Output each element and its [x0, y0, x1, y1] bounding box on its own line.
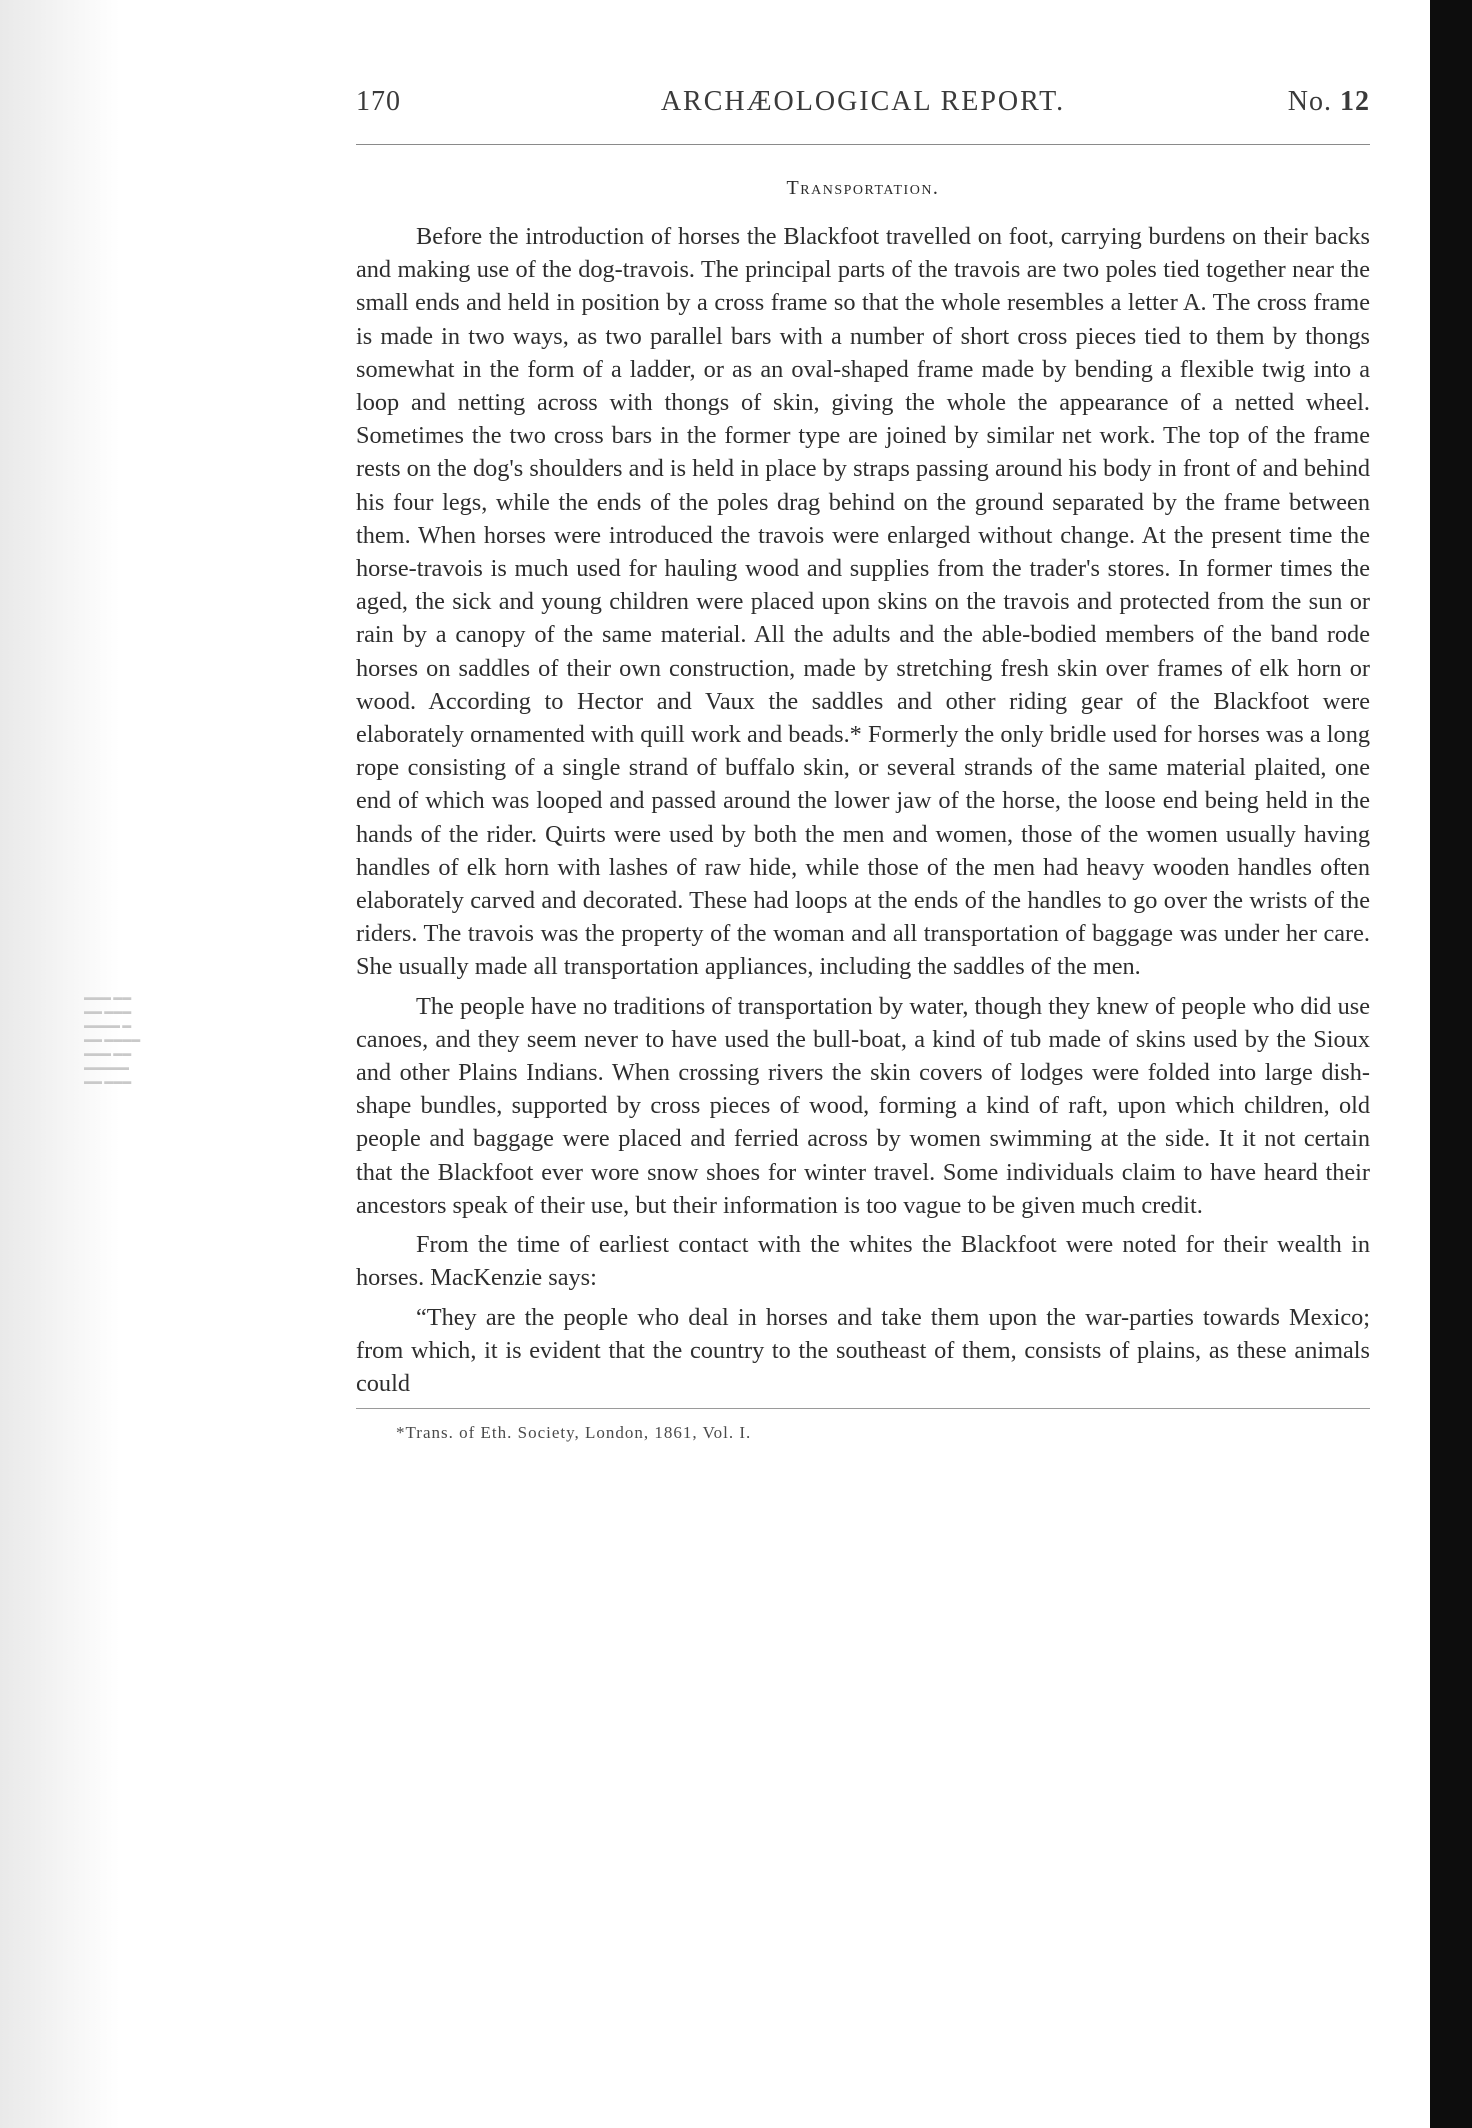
- running-title: ARCHÆOLOGICAL REPORT.: [660, 86, 1066, 117]
- document-page: [356, 78, 1370, 1443]
- report-number-value: 12: [1340, 86, 1370, 117]
- header-rule: [356, 144, 1370, 145]
- report-number: [1288, 86, 1370, 118]
- paragraph: Before the introduction of horses the Blackfoot travelled on foot, carrying burdens on their backs and making use of the dog-travois. The principal parts of the travois are two poles tied together near the small ends and held in position by a cross frame so that the whole resembles a letter A. The cross frame is made in two ways, as two parallel bars with a number of short cross pieces tied to them by thongs somewhat in the form of a ladder, or as an oval-shaped frame made by bending a flexible twig into a loop and netting across with thongs of skin, giving the whole the appearance of a netted wheel. Sometimes the two cross bars in the former type are joined by similar net work. The top of the frame rests on the dog's shoulders and is held in place by straps passing around his body in front of and behind his four legs, while the ends of the poles drag behind on the ground separated by the frame between them. When horses were introduced the travois were enlarged without change. At the present time the horse-travois is much used for hauling wood and supplies from the trader's stores. In former times the aged, the sick and young children were placed upon skins on the travois and protected from the sun or rain by a canopy of the same material. All the adults and the able-bodied members of the band rode horses on saddles of their own construction, made by stretching fresh skin over frames of elk horn or wood. According to Hector and Vaux the saddles and other riding gear of the Blackfoot were elaborately ornamented with quill work and beads.* Formerly the only bridle used for horses was a long rope consisting of a single strand of buffalo skin, or several strands of the same material plaited, one end of which was looped and passed around the lower jaw of the horse, the loose end being held in the hands of the rider. Quirts were used by both the men and women, those of the women usually having handles of elk horn with lashes of raw hide, while those of the men had heavy wooden handles often elaborately carved and decorated. These had loops at the ends of the handles to go over the wrists of the riders. The travois was the property of the woman and all transportation of baggage was under her care. She usually made all transportation appliances, including the saddles of the men.: [356, 223, 1370, 981]
- paragraph: From the time of earliest contact with the whites the Blackfoot were noted for their wealth in horses. MacKenzie says:: [356, 1231, 1370, 1292]
- bleed-through-text: ▬▬▬ ▬▬ ▬▬ ▬▬▬ ▬▬▬▬ ▬ ▬▬ ▬▬▬▬ ▬▬▬ ▬▬ ▬▬▬▬▬ ▬▬ ▬▬▬: [84, 992, 141, 1086]
- running-header: [356, 78, 1370, 130]
- scan-border: [1430, 0, 1472, 2128]
- section-title: Transportation.: [786, 177, 940, 199]
- page-number: 170: [356, 86, 401, 117]
- report-number-prefix: No.: [1287, 86, 1340, 117]
- body-text: [356, 220, 1370, 1400]
- footnote: *Trans. of Eth. Society, London, 1861, Vol. I.: [396, 1423, 752, 1443]
- paragraph: The people have no traditions of transportation by water, though they knew of people who did use canoes, and they seem never to have used the bull-boat, a kind of tub made of skins used by the Sioux and other Plains Indians. When crossing rivers the skin covers of lodges were folded into large dish-shape bundles, supported by cross pieces of wood, forming a kind of raft, upon which children, old people and baggage were placed and ferried across by women swimming at the side. It it not certain that the Blackfoot ever wore snow shoes for winter travel. Some individuals claim to have heard their ancestors speak of their use, but their information is too vague to be given much credit.: [356, 992, 1370, 1219]
- footnote-rule: [356, 1408, 1370, 1409]
- paragraph: “They are the people who deal in horses and take them upon the war-parties towards Mexico; from which, it is evident that the country to the southeast of them, consists of plains, as these animals could: [356, 1303, 1370, 1397]
